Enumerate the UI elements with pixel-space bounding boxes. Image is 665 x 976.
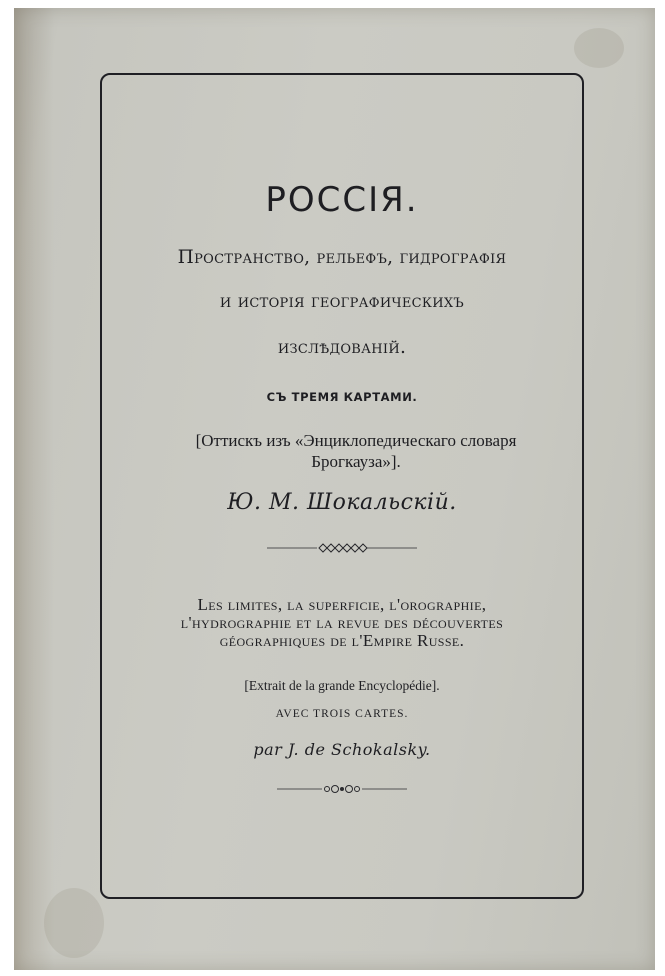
paper-stain [44,888,104,958]
title-border-frame [100,73,584,899]
french-title-line-3: géographiques de l'Empire Russe. [219,631,465,650]
ornament-divider-icon [102,780,582,799]
book-cover [14,8,655,970]
maps-note-french: AVEC TROIS CARTES. [275,708,409,720]
french-title-line-2: l'hydrographie et la revue des découvertes [180,613,504,632]
subtitle-line-2: и исторія географическихъ [219,291,465,312]
offprint-line-1: [Оттискъ изъ «Энциклопедическаго словаря [195,431,517,450]
subtitle-line-3: изслѣдованій. [277,337,407,358]
title-russian: РОССІЯ. [265,180,419,220]
extrait-note: [Extrait de la grande Encyclopédie]. [244,678,440,693]
maps-note-russian: СЪ ТРЕМЯ КАРТАМИ. [266,390,418,404]
author-russian: Ю. М. Шокальскій. [227,490,457,515]
author-french: par J. de Schokalsky. [253,740,431,759]
paper-stain [574,28,624,68]
subtitle-line-1: Пространство, рельефъ, гидрографія [177,247,507,268]
ornament-divider-icon [102,539,582,558]
offprint-line-2: Брогкауза»]. [311,452,401,471]
french-title-line-1: Les limites, la superficie, l'orographie, [197,595,487,614]
